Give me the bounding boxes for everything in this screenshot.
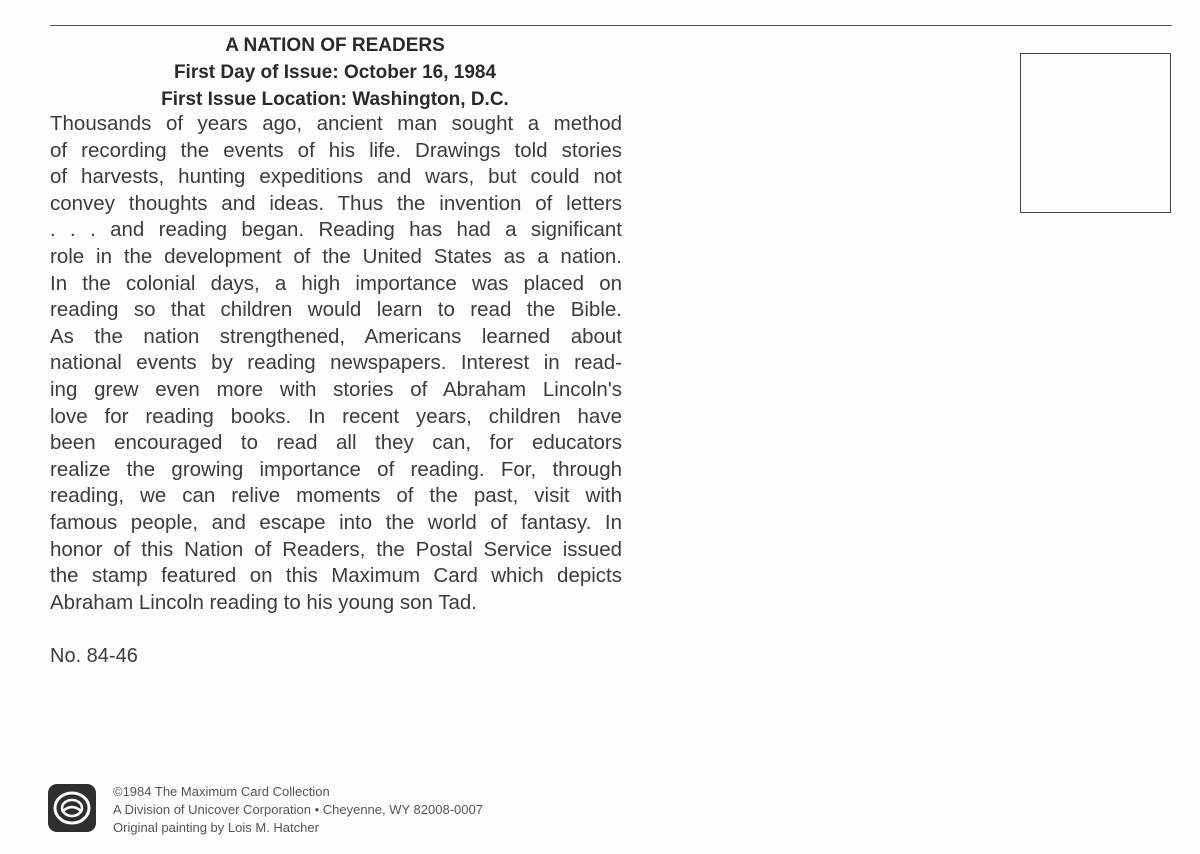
description-line: famous people, and escape into the world of fantasy. In — [50, 510, 622, 534]
card-heading — [50, 32, 620, 113]
card-description — [50, 111, 622, 616]
card-title: A NATION OF READERS — [225, 35, 445, 56]
description-line: As the nation strengthened, Americans learned about — [50, 324, 622, 348]
description-line: In the colonial days, a high importance was placed on — [50, 271, 622, 295]
publisher-credits — [113, 783, 483, 837]
catalog-number: No. 84-46 — [50, 645, 138, 667]
first-issue-location: First Issue Location: Washington, D.C. — [161, 89, 509, 110]
stamp-placement-box — [1020, 53, 1171, 213]
description-line: the stamp featured on this Maximum Card which depicts — [50, 564, 622, 588]
painting-credit: Original painting by Lois M. Hatcher — [113, 820, 319, 835]
first-day-of-issue: First Day of Issue: October 16, 1984 — [173, 62, 497, 83]
division-line: A Division of Unicover Corporation • Cheyenne, WY 82008-0007 — [113, 802, 483, 817]
description-line: realize the growing importance of reading. For, through — [50, 457, 622, 481]
description-line: reading, we can relive moments of the past, visit with — [50, 484, 622, 508]
description-line: been encouraged to read all they can, for educators — [50, 431, 622, 455]
description-line: . . . and reading began. Reading has had a significant — [50, 218, 622, 242]
description-line: reading so that children would learn to read the Bible. — [50, 298, 622, 322]
description-line: of recording the events of his life. Drawings told stories — [50, 138, 622, 162]
description-line: Abraham Lincoln reading to his young son Tad. — [50, 590, 477, 614]
description-line: honor of this Nation of Readers, the Postal Service issued — [50, 537, 622, 561]
unicover-logo-icon — [47, 783, 97, 833]
description-line: national events by reading newspapers. Interest in read- — [50, 351, 622, 375]
description-line: role in the development of the United States as a nation. — [50, 244, 622, 268]
top-divider — [50, 25, 1172, 26]
description-line: convey thoughts and ideas. Thus the invention of letters — [50, 191, 622, 215]
description-line: love for reading books. In recent years, children have — [50, 404, 622, 428]
description-line: of harvests, hunting expeditions and wars, but could not — [50, 165, 622, 189]
description-line: ing grew even more with stories of Abraham Lincoln's — [50, 377, 622, 401]
description-line: Thousands of years ago, ancient man sought a method — [50, 112, 622, 135]
copyright-line: ©1984 The Maximum Card Collection — [113, 784, 330, 799]
